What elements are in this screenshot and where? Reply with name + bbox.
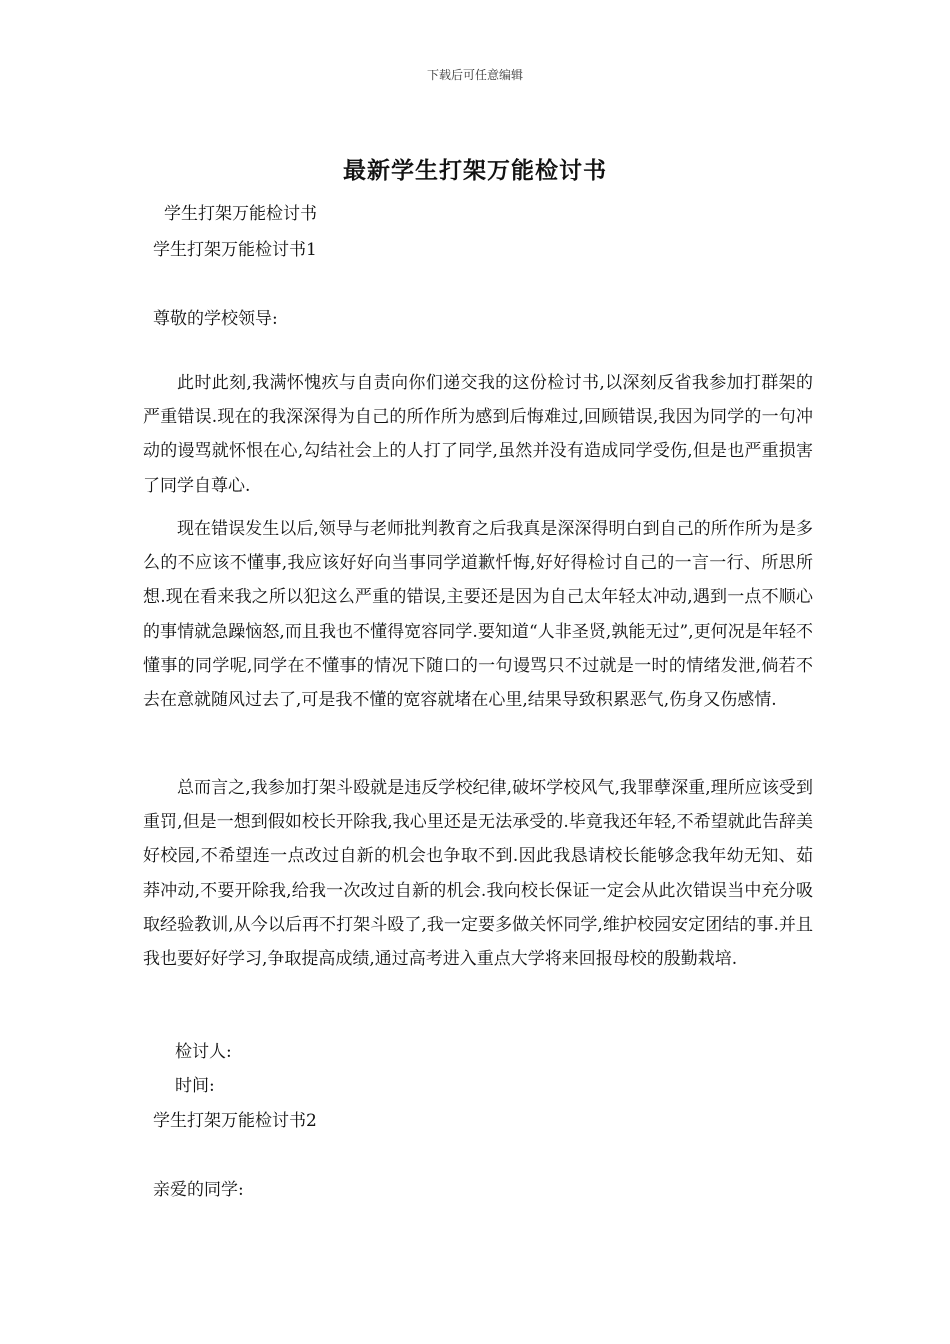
section1-heading: 学生打架万能检讨书1 — [153, 240, 317, 260]
signer-label: 检讨人: — [175, 1042, 232, 1062]
document-title: 最新学生打架万能检讨书 — [343, 157, 607, 184]
section2-salutation: 亲爱的同学: — [153, 1180, 244, 1200]
section1-paragraph-3: 总而言之,我参加打架斗殴就是违反学校纪律,破坏学校风气,我罪孽深重,理所应该受到重罚,但是一想到假如校长开除我,我心里还是无法承受的.毕竟我还年轻,不希望就此告辞美好校园,不希望连一点改过自新的机会也争取不到.因此我恳请校长能够念我年幼无知、茹莽冲动,不要开除我,给我一次改过自新的机会.我向校长保证一定会从此次错误当中充分吸取经验教训,从今以后再不打架斗殴了,我一定要多做关怀同学,维护校园安定团结的事.并且我也要好好学习,争取提高成绩,通过高考进入重点大学将来回报母校的殷勤栽培. — [143, 778, 813, 970]
document-subtitle: 学生打架万能检讨书 — [164, 204, 317, 224]
section1-salutation: 尊敬的学校领导: — [153, 309, 278, 329]
section2-heading: 学生打架万能检讨书2 — [153, 1111, 317, 1131]
section1-paragraph-1: 此时此刻,我满怀愧疚与自责向你们递交我的这份检讨书,以深刻反省我参加打群架的严重错误.现在的我深深得为自己的所作所为感到后悔难过,回顾错误,我因为同学的一句冲动的谩骂就怀恨在心,勾结社会上的人打了同学,虽然并没有造成同学受伤,但是也严重损害了同学自尊心. — [143, 373, 813, 496]
header-note: 下载后可任意编辑 — [426, 68, 523, 82]
section1-paragraph-2: 现在错误发生以后,领导与老师批判教育之后我真是深深得明白到自己的所作所为是多么的不应该不懂事,我应该好好向当事同学道歉忏悔,好好得检讨自己的一言一行、所思所想.现在看来我之所以犯这么严重的错误,主要还是因为自己太年轻太冲动,遇到一点不顺心的事情就急躁恼怒,而且我也不懂得宽容同学.要知道“人非圣贤,孰能无过”,更何况是年轻不懂事的同学呢,同学在不懂事的情况下随口的一句谩骂只不过就是一时的情绪发泄,倘若不去在意就随风过去了,可是我不懂的宽容就堵在心里,结果导致积累恶气,伤身又伤感情. — [143, 519, 813, 711]
time-label: 时间: — [175, 1076, 215, 1096]
